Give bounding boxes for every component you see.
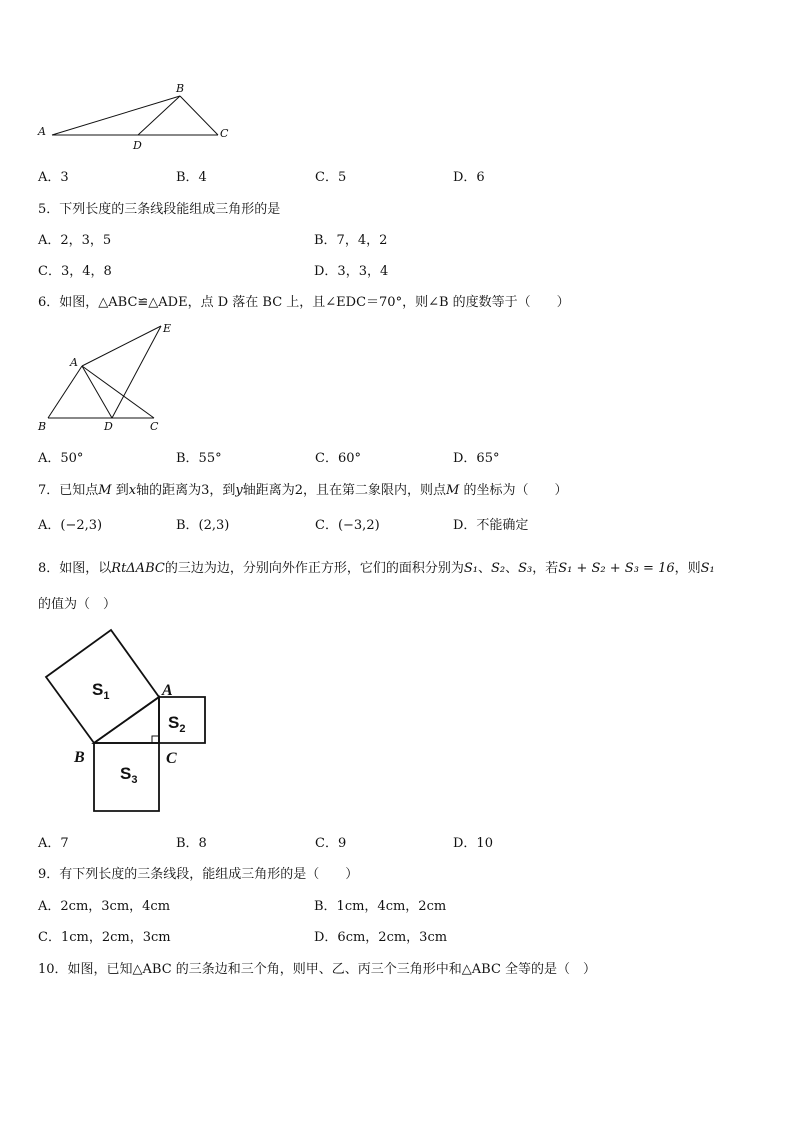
q7-text-mid3: 轴距离为2，且在第二象限内，则点 (242, 483, 447, 498)
q6-triangle-figure (30, 318, 190, 438)
q4-triangle-figure (30, 80, 240, 155)
q8-option-b[interactable]: B．8 (176, 836, 207, 851)
q5-option-c[interactable]: C．3，4，8 (38, 264, 112, 279)
q8-rt-triangle: RtΔABC (111, 561, 165, 576)
q8-text-mid3: ，则 (674, 561, 701, 576)
q7-option-b[interactable]: B．(2,3) (176, 518, 230, 533)
q8-square-s1-label: $S_1$ (92, 680, 110, 702)
q9-option-b[interactable]: B．1cm，4cm，2cm (314, 899, 447, 914)
q7-text-post: 的坐标为（ ） (463, 483, 568, 498)
q8-stem-line2: 的值为（ ） (38, 597, 117, 612)
q5-option-b[interactable]: B．7，4，2 (314, 233, 388, 248)
q8-sep1: 、 (477, 561, 491, 576)
q6-option-b[interactable]: B．55° (176, 451, 222, 466)
q8-option-a[interactable]: A．7 (38, 836, 69, 851)
q7-text-pre: 7．已知点 (38, 483, 99, 498)
q8-s1: S₁ (463, 561, 478, 576)
q7-y-axis: y (235, 483, 243, 498)
q8-text-pre: 8．如图，以 (38, 561, 112, 576)
q7-option-c[interactable]: C．(−3,2) (315, 518, 380, 533)
q4-label-d: D (133, 139, 142, 152)
q9-stem: 9．有下列长度的三条线段，能组成三角形的是（ ） (38, 867, 359, 882)
q4-label-a: A (38, 125, 46, 138)
q6-label-d: D (104, 420, 113, 433)
q6-option-a[interactable]: A．50° (38, 451, 84, 466)
q4-option-c[interactable]: C．5 (315, 170, 347, 185)
q8-squares-figure (40, 622, 220, 822)
q8-equation: S₁ + S₂ + S₃ = 16 (558, 561, 675, 576)
q8-stem-line1 (38, 557, 715, 576)
q9-option-c[interactable]: C．1cm，2cm，3cm (38, 930, 171, 945)
q8-label-b: B (74, 749, 85, 766)
q6-stem: 6．如图，△ABC≌△ADE，点 D 落在 BC 上，且∠EDC＝70°，则∠B 的度数等于（ ） (38, 295, 570, 310)
q5-option-a[interactable]: A．2，3，5 (38, 233, 112, 248)
q4-label-c: C (220, 127, 229, 140)
q8-square-s3-label: $S_3$ (120, 764, 138, 786)
q5-option-d[interactable]: D．3，3，4 (314, 264, 389, 279)
q6-label-b: B (38, 420, 47, 433)
q8-s3: S₃ (518, 561, 533, 576)
q7-stem (38, 479, 567, 498)
q7-text-mid1: 到 (115, 483, 129, 498)
q8-text-mid: 的三边为边，分别向外作正方形，它们的面积分别为 (164, 561, 464, 576)
q7-point-m: M (98, 483, 112, 498)
q8-text-mid2: ，若 (532, 561, 559, 576)
q8-sep2: 、 (505, 561, 519, 576)
q6-label-a: A (70, 356, 78, 369)
q7-option-a[interactable]: A．(−2,3) (38, 518, 103, 533)
q4-option-b[interactable]: B．4 (176, 170, 207, 185)
q8-label-c: C (166, 750, 177, 767)
q8-s1b: S₁ (700, 561, 715, 576)
q10-stem: 10．如图，已知△ABC 的三条边和三个角，则甲、乙、丙三个三角形中和△ABC 全等的是（ ） (38, 962, 597, 977)
q8-option-c[interactable]: C．9 (315, 836, 347, 851)
q9-option-a[interactable]: A．2cm，3cm，4cm (38, 899, 171, 914)
q8-option-d[interactable]: D．10 (453, 836, 493, 851)
q4-option-d[interactable]: D．6 (453, 170, 485, 185)
q4-label-b: B (176, 82, 185, 95)
q6-label-c: C (150, 420, 159, 433)
q6-label-e: E (163, 322, 172, 335)
q7-x-axis: x (128, 483, 137, 498)
q4-option-a[interactable]: A．3 (38, 170, 69, 185)
q5-stem: 5．下列长度的三条线段能组成三角形的是 (38, 202, 281, 217)
q7-option-d[interactable]: D．不能确定 (453, 518, 529, 533)
q8-square-s2-label: $S_2$ (168, 713, 186, 735)
q8-label-a: A (162, 682, 173, 699)
q8-s2: S₂ (490, 561, 506, 576)
q6-option-d[interactable]: D．65° (453, 451, 500, 466)
q7-point-m2: M (446, 483, 460, 498)
q9-option-d[interactable]: D．6cm，2cm，3cm (314, 930, 448, 945)
q7-text-mid2: 轴的距离为3，到 (136, 483, 236, 498)
q6-option-c[interactable]: C．60° (315, 451, 361, 466)
